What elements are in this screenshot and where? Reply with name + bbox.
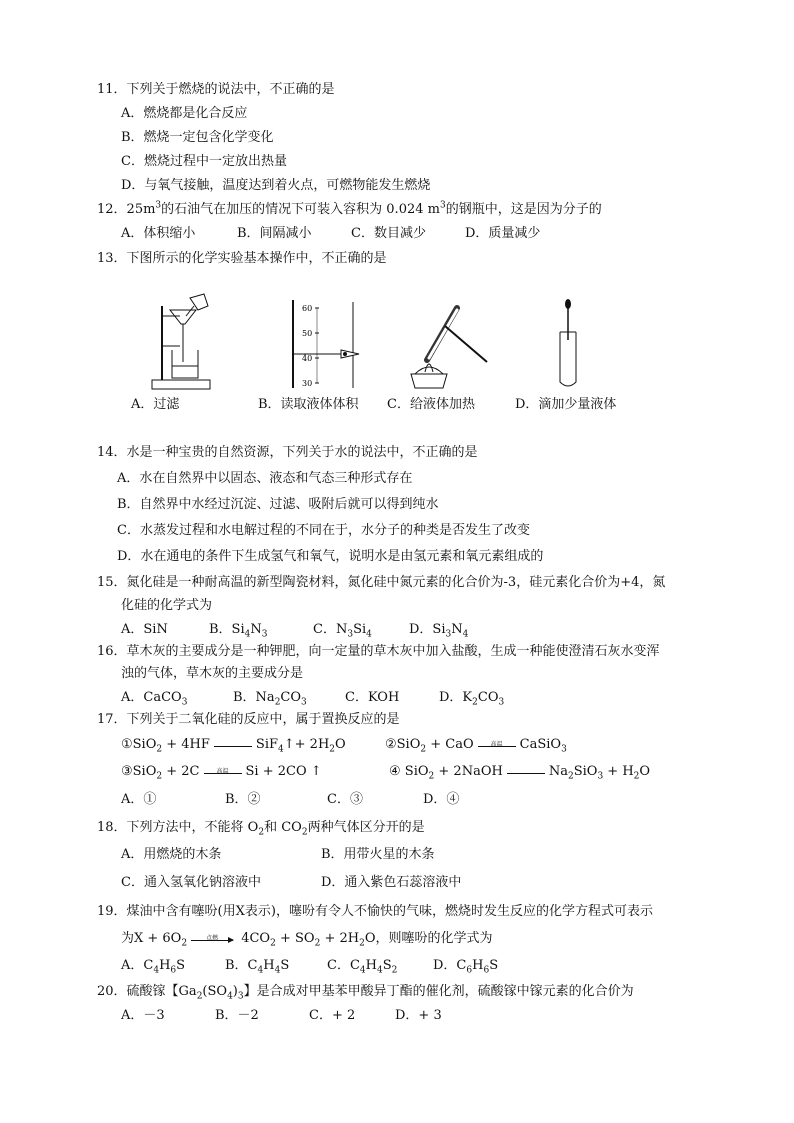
q13-option-a: A．过滤 xyxy=(131,397,180,412)
q17-option-c: C．③ xyxy=(327,792,363,807)
q14-option-c: C．水蒸发过程和水电解过程的不同在于，水分子的种类是否发生了改变 xyxy=(117,523,530,538)
tick-40: 40 xyxy=(302,354,313,363)
q18-option-d: D．通入紫色石蕊溶液中 xyxy=(321,875,462,890)
q15-option-d: D．$Si_3N_4$ xyxy=(409,622,469,640)
dropper-figure xyxy=(555,298,585,390)
q14-option-b: B．自然界中水经过沉淀、过滤、吸附后就可以得到纯水 xyxy=(117,497,439,512)
q17-option-a: A．① xyxy=(121,792,157,807)
q15-option-c: C．$N_3Si_4$ xyxy=(313,622,372,640)
q17-reaction-2: ②SiO$_2$ + CaO 高温 CaSiO$_3$ xyxy=(385,737,567,755)
q19-stem-line1: 19．煤油中含有噻吩(用X表示)，噻吩有令人不愉快的气味，燃烧时发生反应的化学方程式可表示 xyxy=(97,904,653,919)
q20-option-d: D．+ 3 xyxy=(395,1008,442,1023)
equals-arrow xyxy=(507,767,545,777)
tick-60: 60 xyxy=(302,304,313,313)
q17-stem: 17．下列关于二氧化硅的反应中，属于置换反应的是 xyxy=(97,712,400,727)
q15-option-b: B．$Si_4N_3$ xyxy=(209,622,268,640)
q11-option-c: C．燃烧过程中一定放出热量 xyxy=(121,154,287,169)
q17-option-b: B．② xyxy=(225,792,261,807)
q14-stem: 14．水是一种宝贵的自然资源，下列关于水的说法中，不正确的是 xyxy=(97,445,478,460)
q11-option-a: A．燃烧都是化合反应 xyxy=(121,106,248,121)
q20-option-c: C．+ 2 xyxy=(309,1008,356,1023)
tick-30: 30 xyxy=(302,379,313,388)
q19-option-c: C．$C_4H_4S_2$ xyxy=(327,958,398,976)
q12-option-d: D．质量减少 xyxy=(465,226,541,241)
q12-stem: 12．$25m^3$的石油气在加压的情况下可装入容积为 0.024 $m^3$的钢瓶中，这是因为分子的 xyxy=(97,200,602,217)
q14-option-a: A．水在自然界中以固态、液态和气态三种形式存在 xyxy=(117,471,413,486)
q12-option-b: B．间隔减小 xyxy=(237,226,312,241)
q18-option-c: C．通入氢氧化钠溶液中 xyxy=(121,875,261,890)
q16-option-b: B．$Na_2CO_3$ xyxy=(233,690,307,708)
tick-50: 50 xyxy=(302,329,313,338)
ignite-arrow: 点燃 xyxy=(191,934,233,944)
heating-test-tube-figure xyxy=(405,300,495,390)
q13-option-b: B．读取液体体积 xyxy=(258,397,359,412)
q16-option-d: D．$K_2CO_3$ xyxy=(439,690,505,708)
q16-option-c: C．KOH xyxy=(345,690,400,705)
q14-option-d: D．水在通电的条件下生成氢气和氧气，说明水是由氢元素和氧元素组成的 xyxy=(117,549,544,564)
filtration-apparatus-figure xyxy=(150,292,215,392)
q11-stem: 11．下列关于燃烧的说法中，不正确的是 xyxy=(97,82,335,97)
q20-option-a: A．－3 xyxy=(121,1008,165,1023)
q15-stem-line2: 化硅的化学式为 xyxy=(121,598,213,613)
q16-stem-line2: 浊的气体，草木灰的主要成分是 xyxy=(121,666,304,681)
q13-stem: 13．下图所示的化学实验基本操作中，不正确的是 xyxy=(97,251,387,266)
q13-option-d: D．滴加少量液体 xyxy=(515,397,617,412)
q11-option-d: D．与氧气接触，温度达到着火点，可燃物能发生燃烧 xyxy=(121,178,431,193)
q17-reaction-1: ①SiO$_2$ + 4HF SiF$_4$↑+ $2H_2O$ xyxy=(121,737,346,755)
q18-option-b: B．用带火星的木条 xyxy=(321,847,435,862)
q17-reaction-3: ③SiO$_2$ + 2C 高温 Si + 2CO ↑ xyxy=(121,764,322,782)
q11-option-b: B．燃烧一定包含化学变化 xyxy=(121,130,274,145)
q19-option-b: B．$C_4H_4S$ xyxy=(225,958,290,976)
q16-option-a: A．CaCO$_3$ xyxy=(121,690,188,708)
q15-stem-line1: 15．氮化硅是一种耐高温的新型陶瓷材料，氮化硅中氮元素的化合价为-3，硅元素化合价为+4，氮 xyxy=(97,575,666,590)
q18-stem: 18．下列方法中，不能将 $O_2$和 $CO_2$两种气体区分开的是 xyxy=(97,820,425,838)
graduated-cylinder-figure xyxy=(275,298,365,390)
q20-option-b: B．－2 xyxy=(215,1008,259,1023)
q12-option-c: C．数目减少 xyxy=(351,226,426,241)
q18-option-a: A．用燃烧的木条 xyxy=(121,847,222,862)
q20-stem: 20．硫酸镓【$Ga_2(SO_4)_3$】是合成对甲基苯甲酸异丁酯的催化剂，硫酸镓中镓元素的化合价为 xyxy=(97,984,634,1002)
q19-option-d: D．$C_6H_6S$ xyxy=(433,958,499,976)
q19-equation: 为$X + 6O_2$ 点燃 $4CO_2 + SO_2 + 2H_2O$，则噻吩的化学式为 xyxy=(121,931,493,949)
high-temp-arrow: 高温 xyxy=(478,740,516,750)
q12-option-a: A．体积缩小 xyxy=(121,226,196,241)
q19-option-a: A．$C_4H_6S$ xyxy=(121,958,186,976)
equals-arrow xyxy=(214,740,252,750)
q16-stem-line1: 16．草木灰的主要成分是一种钾肥，向一定量的草木灰中加入盐酸，生成一种能使澄清石灰水变浑 xyxy=(97,644,660,659)
q17-option-d: D．④ xyxy=(423,792,460,807)
q17-reaction-4: ④ SiO$_2$ + 2NaOH $Na_2SiO_3 + H_2O$ xyxy=(389,764,651,782)
high-temp-arrow: 高温 xyxy=(204,767,242,777)
q15-option-a: A．SiN xyxy=(121,622,168,637)
q13-option-c: C．给液体加热 xyxy=(387,397,475,412)
